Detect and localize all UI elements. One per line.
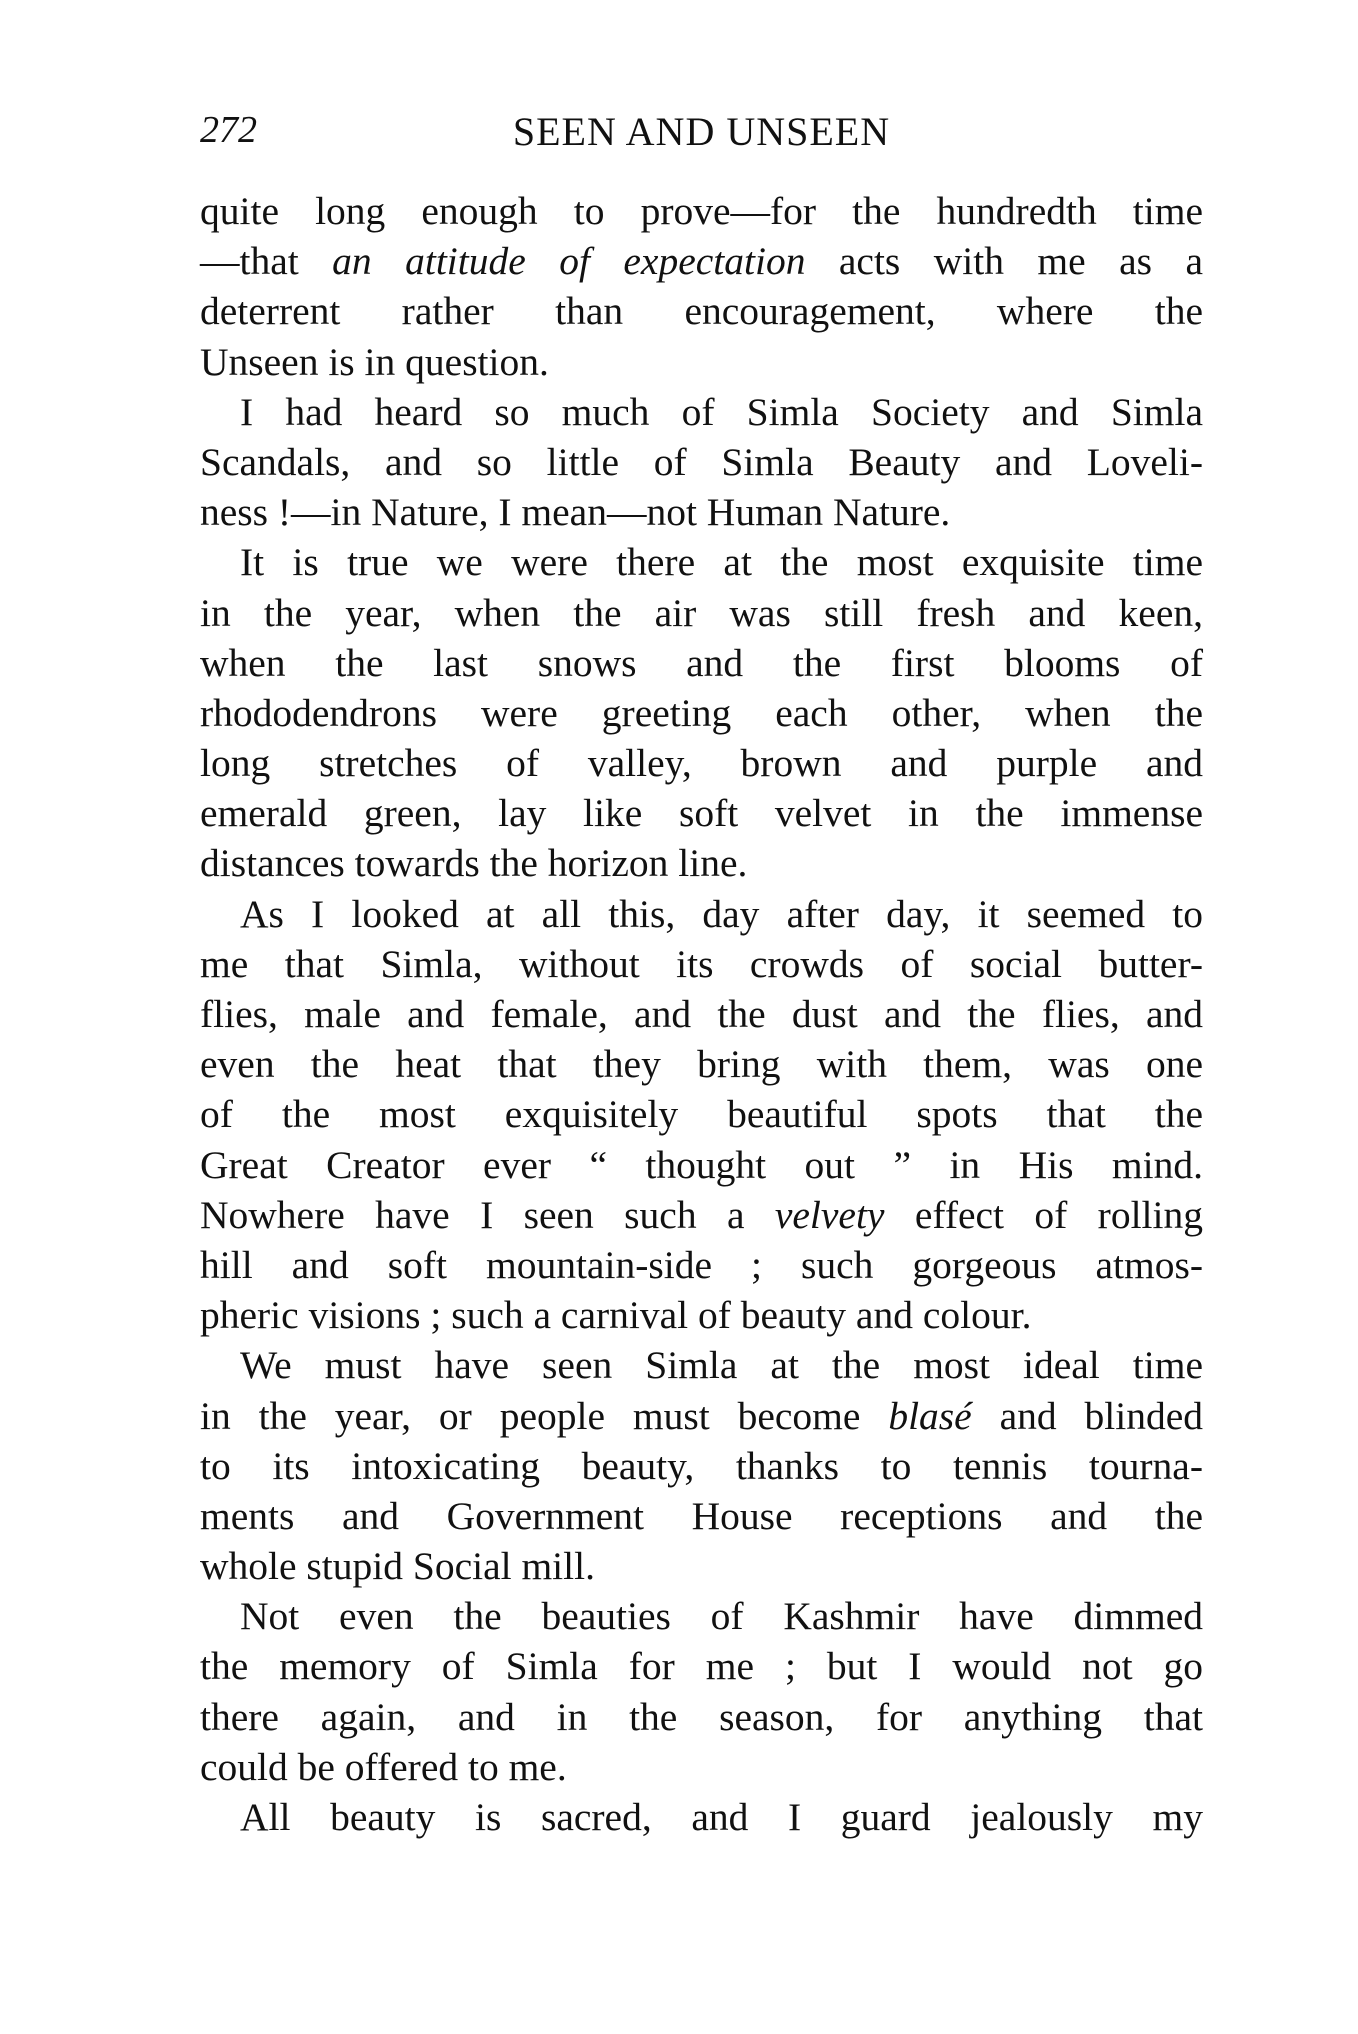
text-line xyxy=(200,1190,1203,1240)
text-segment: in the year, or people must become xyxy=(200,1393,889,1438)
text-segment: to its intoxicating beauty, thanks to tennis tourna- xyxy=(200,1443,1203,1488)
text-line xyxy=(200,1240,1203,1290)
text-line xyxy=(200,1491,1203,1541)
text-segment: even the heat that they bring with them, was one xyxy=(200,1042,1203,1087)
text-segment: hill and soft mountain-side ; such gorgeous atmos- xyxy=(200,1242,1203,1287)
text-line xyxy=(200,1340,1203,1390)
text-line xyxy=(200,1541,1203,1591)
text-segment: quite long enough to prove—for the hundredth time xyxy=(200,189,1203,233)
text-line xyxy=(200,1792,1203,1842)
text-line xyxy=(200,387,1203,437)
text-segment: long stretches of valley, brown and purple and xyxy=(200,741,1203,786)
text-segment: emerald green, lay like soft velvet in the immense xyxy=(200,791,1203,836)
text-segment: when the last snows and the first blooms of xyxy=(200,640,1203,685)
text-line xyxy=(200,1290,1203,1340)
text-line xyxy=(200,437,1203,487)
text-line xyxy=(200,588,1203,638)
text-segment: acts with me as a xyxy=(805,239,1203,284)
paragraph xyxy=(200,537,1203,888)
text-segment: ments and Government House receptions and the xyxy=(200,1493,1203,1538)
text-line xyxy=(200,487,1203,537)
text-segment: —that xyxy=(200,239,333,284)
text-segment: I had heard so much of Simla Society and Simla xyxy=(240,389,1203,434)
text-segment: rhododendrons were greeting each other, when the xyxy=(200,690,1203,735)
text-segment: Nowhere have I seen such a xyxy=(200,1192,775,1237)
text-line xyxy=(200,889,1203,939)
italic-text: velvety xyxy=(774,1192,885,1237)
text-line xyxy=(200,939,1203,989)
text-segment: the memory of Simla for me ; but I would not go xyxy=(200,1644,1203,1689)
text-segment: there again, and in the season, for anything that xyxy=(200,1694,1203,1739)
text-line xyxy=(200,989,1203,1039)
text-segment: deterrent rather than encouragement, where the xyxy=(200,289,1203,334)
text-line xyxy=(200,1391,1203,1441)
text-segment: It is true we were there at the most exquisite time xyxy=(240,540,1203,585)
text-line xyxy=(200,738,1203,788)
text-segment: of the most exquisitely beautiful spots that the xyxy=(200,1092,1203,1137)
text-line xyxy=(200,337,1203,387)
text-line xyxy=(200,1742,1203,1792)
paragraph xyxy=(200,387,1203,538)
paragraph xyxy=(200,1792,1203,1842)
text-segment: and blinded xyxy=(971,1393,1203,1438)
running-title: SEEN AND UNSEEN xyxy=(512,109,891,154)
text-line xyxy=(200,1089,1203,1139)
text-line xyxy=(200,838,1203,888)
paragraph xyxy=(200,186,1203,387)
text-segment: Scandals, and so little of Simla Beauty and Loveli- xyxy=(200,439,1203,484)
text-segment: pheric visions ; such a carnival of beauty and colour. xyxy=(200,1293,1032,1338)
text-line xyxy=(200,236,1203,286)
text-segment: Great Creator ever “ thought out ” in His mind. xyxy=(200,1142,1203,1187)
text-segment: flies, male and female, and the dust and the flies, and xyxy=(200,992,1203,1036)
text-line xyxy=(200,638,1203,688)
text-line xyxy=(200,1039,1203,1089)
text-line xyxy=(200,537,1203,587)
paragraph xyxy=(200,1340,1203,1591)
paragraph xyxy=(200,889,1203,1341)
page-number: 272 xyxy=(200,109,257,151)
text-line xyxy=(200,1591,1203,1641)
italic-text: an attitude of expectation xyxy=(332,239,806,284)
text-segment: As I looked at all this, day after day, it seemed to xyxy=(240,891,1203,936)
text-segment: me that Simla, without its crowds of social butter- xyxy=(200,941,1203,986)
page-header xyxy=(200,108,1203,158)
text-segment: whole stupid Social mill. xyxy=(200,1544,595,1589)
text-line xyxy=(200,1641,1203,1691)
text-line xyxy=(200,286,1203,336)
text-line xyxy=(200,1140,1203,1190)
text-segment: Unseen is in question. xyxy=(200,339,549,384)
text-line xyxy=(200,1692,1203,1742)
text-line xyxy=(200,688,1203,738)
paragraph xyxy=(200,1591,1203,1792)
text-segment: distances towards the horizon line. xyxy=(200,841,748,886)
text-line xyxy=(200,788,1203,838)
text-segment: could be offered to me. xyxy=(200,1744,567,1789)
text-line xyxy=(200,1441,1203,1491)
text-line xyxy=(200,186,1203,236)
text-segment: effect of rolling xyxy=(884,1192,1203,1237)
text-segment: We must have seen Simla at the most ideal time xyxy=(240,1343,1203,1388)
text-segment: in the year, when the air was still fresh and keen, xyxy=(200,590,1203,635)
page-body-text xyxy=(200,186,1203,1842)
text-segment: ness !—in Nature, I mean—not Human Nature. xyxy=(200,490,951,535)
text-segment: Not even the beauties of Kashmir have dimmed xyxy=(240,1594,1203,1639)
italic-text: blasé xyxy=(888,1393,972,1438)
text-segment: All beauty is sacred, and I guard jealously my xyxy=(240,1795,1203,1839)
